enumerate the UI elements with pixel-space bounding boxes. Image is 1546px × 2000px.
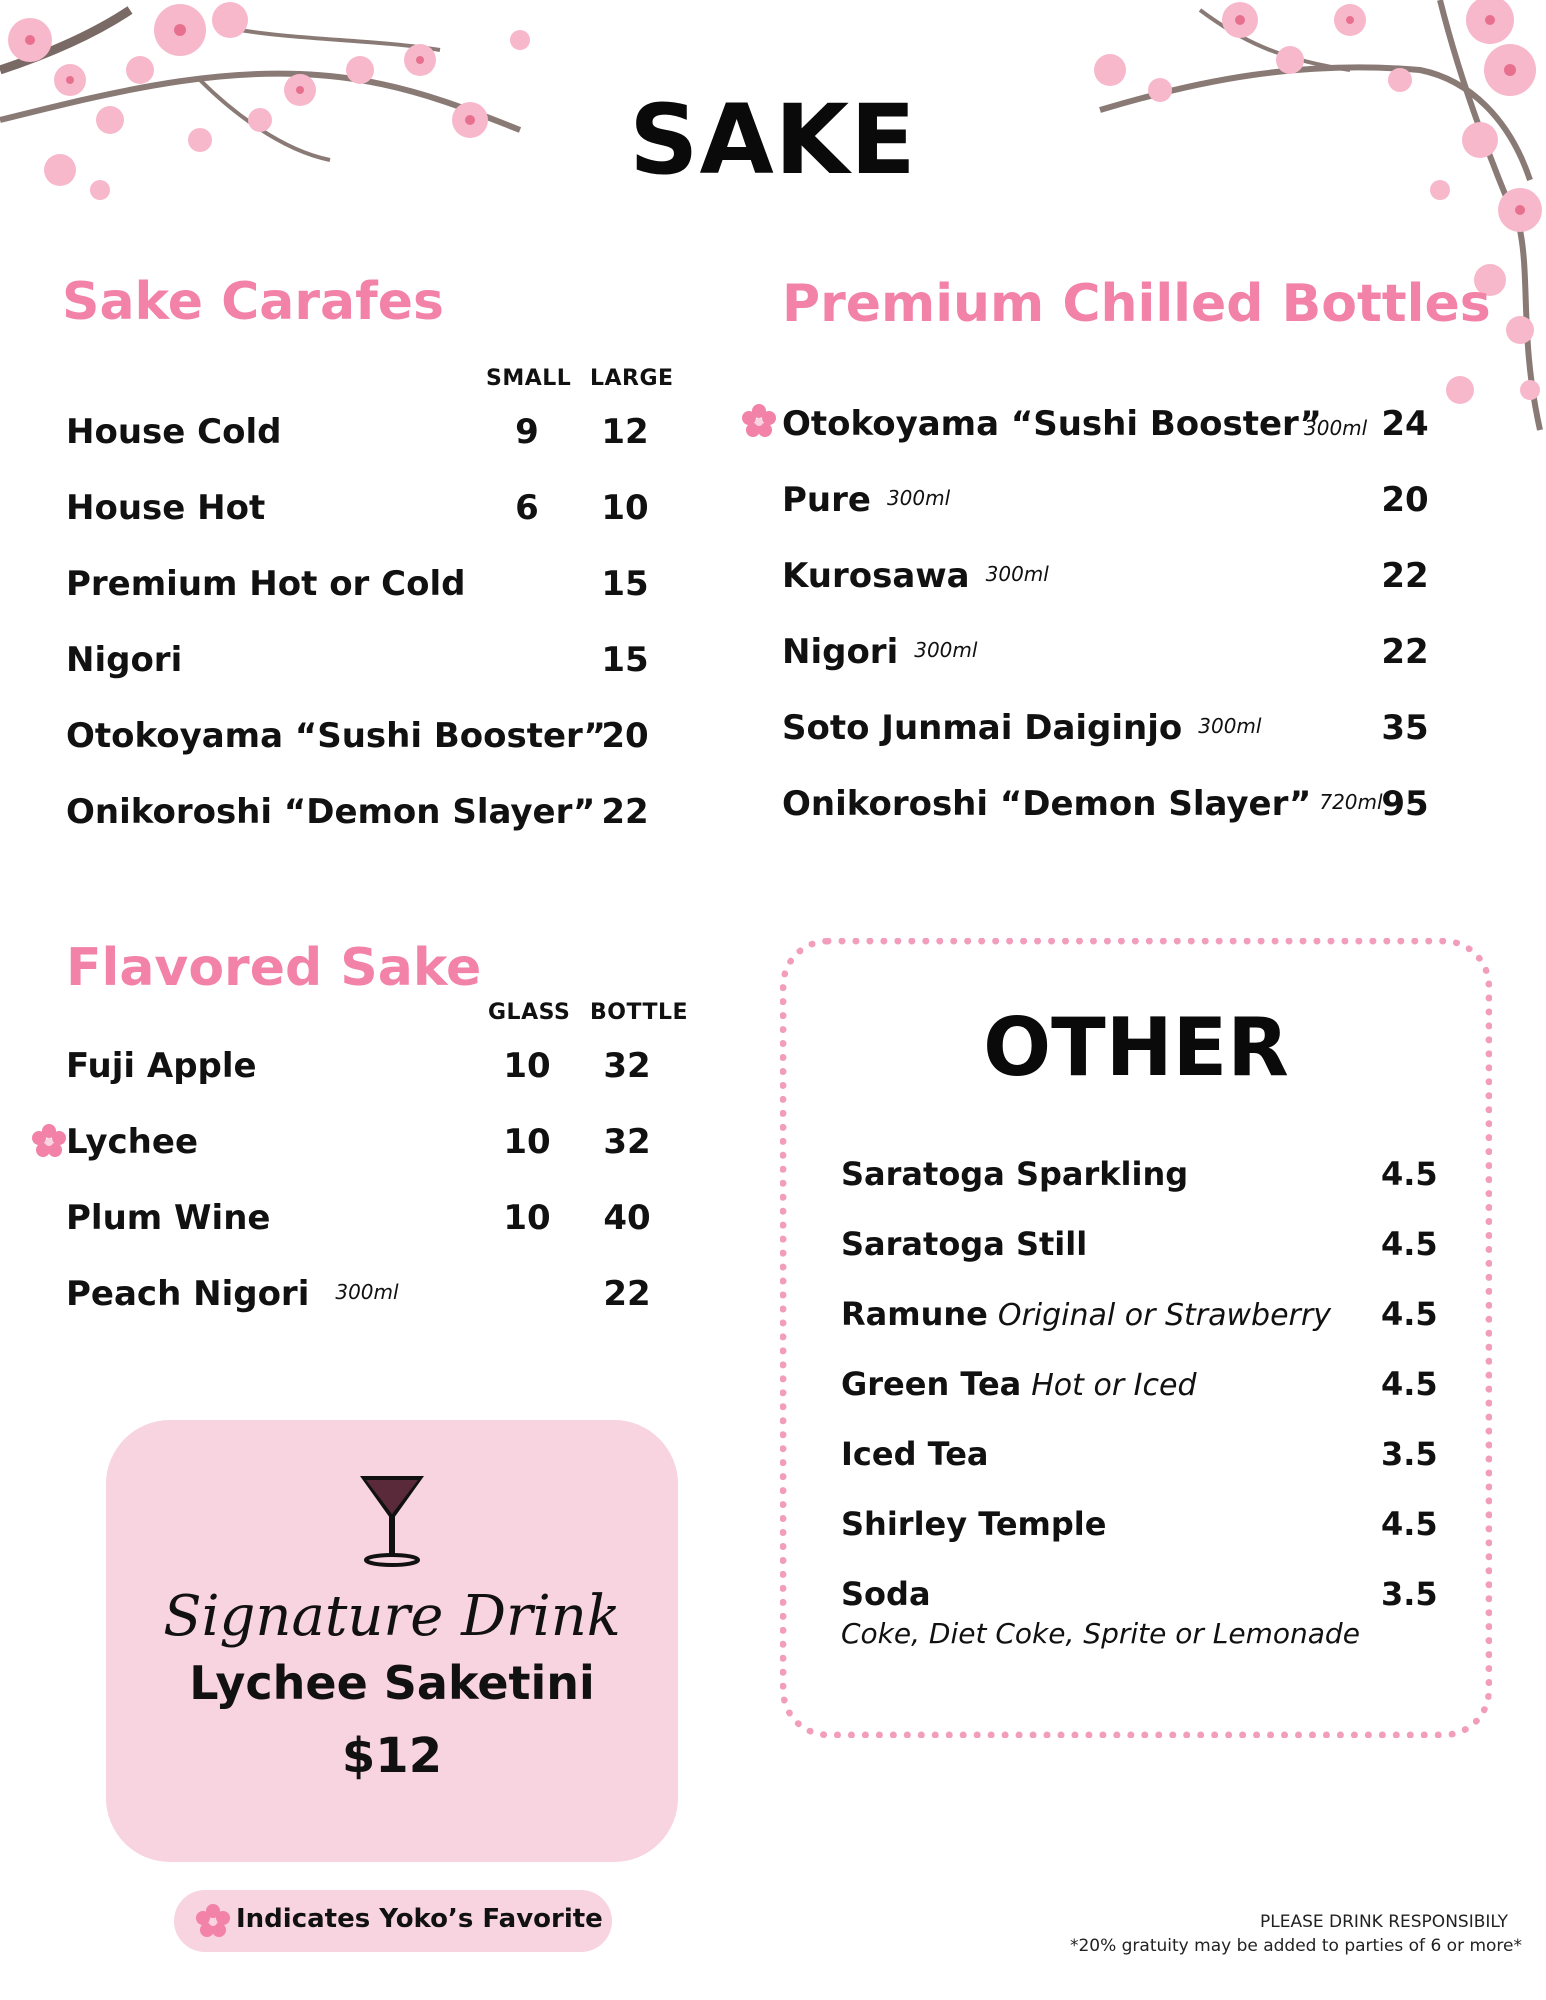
carafe-item-large-price: 12 bbox=[601, 412, 649, 452]
bottles-heading: Premium Chilled Bottles bbox=[782, 274, 1491, 334]
bottle-item-name: Onikoroshi “Demon Slayer” bbox=[782, 784, 1312, 824]
carafe-item-name: Premium Hot or Cold bbox=[66, 564, 466, 604]
bottle-item-name: Otokoyama “Sushi Booster” bbox=[782, 404, 1322, 444]
other-item bbox=[841, 1295, 1331, 1333]
other-item-price: 4.5 bbox=[1381, 1505, 1438, 1543]
other-item-note: Original or Strawberry bbox=[997, 1298, 1331, 1333]
carafe-item-large-price: 15 bbox=[601, 640, 649, 680]
bottle-item bbox=[782, 480, 950, 520]
other-item-price: 3.5 bbox=[1381, 1575, 1438, 1613]
other-item-price: 4.5 bbox=[1381, 1155, 1438, 1193]
other-item-sub: Coke, Diet Coke, Sprite or Lemonade bbox=[841, 1617, 1360, 1650]
other-item-price: 4.5 bbox=[1381, 1295, 1438, 1333]
bottle-item-size: 300ml bbox=[914, 638, 978, 662]
bottle-item-price: 22 bbox=[1381, 556, 1429, 596]
bottle-item-name: Nigori bbox=[782, 632, 899, 672]
bottle-item bbox=[782, 708, 1261, 748]
flavored-col-glass: GLASS bbox=[488, 1000, 571, 1025]
other-item-price: 3.5 bbox=[1381, 1435, 1438, 1473]
bottle-item-name: Soto Junmai Daiginjo bbox=[782, 708, 1183, 748]
other-item bbox=[841, 1435, 989, 1473]
flavored-item-glass-price: 10 bbox=[503, 1198, 551, 1238]
carafe-item-small-price: 9 bbox=[515, 412, 539, 452]
signature-drink-name: Lychee Saketini bbox=[189, 1656, 595, 1710]
carafe-item-name: House Hot bbox=[66, 488, 266, 528]
bottle-item-price: 35 bbox=[1381, 708, 1429, 748]
carafe-item-name: Otokoyama “Sushi Booster” bbox=[66, 716, 606, 756]
other-drinks-box bbox=[780, 938, 1492, 1738]
signature-drink-box bbox=[106, 1420, 678, 1862]
other-item-name: Saratoga Still bbox=[841, 1225, 1088, 1263]
carafes-col-large: LARGE bbox=[590, 366, 674, 391]
flavored-item bbox=[66, 1274, 399, 1314]
bottle-item-price: 22 bbox=[1381, 632, 1429, 672]
signature-drink-price: $12 bbox=[341, 1728, 443, 1784]
other-item-name: Ramune bbox=[841, 1295, 988, 1333]
flavored-item-bottle-price: 32 bbox=[603, 1122, 651, 1162]
footer-responsibly: PLEASE DRINK RESPONSIBILY bbox=[1260, 1912, 1508, 1932]
carafe-item-large-price: 20 bbox=[601, 716, 649, 756]
bottle-item-price: 20 bbox=[1381, 480, 1429, 520]
bottle-item-name: Kurosawa bbox=[782, 556, 970, 596]
flavored-item-size: 300ml bbox=[335, 1280, 399, 1304]
bottle-item bbox=[782, 556, 1049, 596]
favorite-legend-text: Indicates Yoko’s Favorite bbox=[236, 1904, 603, 1934]
other-item-name: Soda bbox=[841, 1575, 931, 1613]
flavored-item-bottle-price: 40 bbox=[603, 1198, 651, 1238]
flavored-item-name: Fuji Apple bbox=[66, 1046, 257, 1086]
flavored-item-bottle-price: 22 bbox=[603, 1274, 651, 1314]
flavored-item-glass-price: 10 bbox=[503, 1046, 551, 1086]
carafe-item-large-price: 15 bbox=[601, 564, 649, 604]
flavored-item-name: Plum Wine bbox=[66, 1198, 271, 1238]
carafes-col-small: SMALL bbox=[486, 366, 572, 391]
other-item bbox=[841, 1575, 931, 1613]
bottle-item-size: 300ml bbox=[1198, 714, 1262, 738]
flavored-item-name: Lychee bbox=[66, 1122, 198, 1162]
signature-script-title: Signature Drink bbox=[163, 1584, 621, 1649]
other-item-name: Shirley Temple bbox=[841, 1505, 1107, 1543]
carafe-item-name: Nigori bbox=[66, 640, 183, 680]
other-item-price: 4.5 bbox=[1381, 1365, 1438, 1403]
other-item-name: Iced Tea bbox=[841, 1435, 989, 1473]
bottle-item-size: 300ml bbox=[886, 486, 951, 510]
bottle-item-size: 300ml bbox=[1304, 416, 1368, 440]
other-item-note: Hot or Iced bbox=[1031, 1368, 1197, 1403]
other-item bbox=[841, 1155, 1188, 1193]
flavored-item-bottle-price: 32 bbox=[603, 1046, 651, 1086]
bottle-item bbox=[782, 404, 1322, 444]
favorite-legend bbox=[174, 1890, 612, 1952]
footer-gratuity: *20% gratuity may be added to parties of 6 or more* bbox=[1069, 1936, 1522, 1956]
bottle-item bbox=[782, 632, 977, 672]
bottle-item-price: 95 bbox=[1381, 784, 1429, 824]
cherry-blossom-branch-right-icon bbox=[1020, 0, 1546, 460]
carafe-item-name: Onikoroshi “Demon Slayer” bbox=[66, 792, 596, 832]
carafe-item-name: House Cold bbox=[66, 412, 282, 452]
page-title: SAKE bbox=[629, 84, 917, 196]
favorite-flower-icon bbox=[32, 1124, 66, 1158]
martini-glass-icon bbox=[356, 1472, 428, 1568]
other-item bbox=[841, 1505, 1106, 1543]
flavored-col-bottle: BOTTLE bbox=[590, 1000, 689, 1025]
favorite-flower-icon bbox=[742, 404, 776, 438]
bottle-item-price: 24 bbox=[1381, 404, 1429, 444]
flavored-item-name: Peach Nigori bbox=[66, 1274, 310, 1314]
carafe-item-large-price: 22 bbox=[601, 792, 649, 832]
other-item-price: 4.5 bbox=[1381, 1225, 1438, 1263]
carafe-item-large-price: 10 bbox=[601, 488, 649, 528]
other-item-name: Saratoga Sparkling bbox=[841, 1155, 1189, 1193]
favorite-flower-icon bbox=[196, 1904, 230, 1938]
flavored-heading: Flavored Sake bbox=[66, 938, 482, 998]
flavored-item-glass-price: 10 bbox=[503, 1122, 551, 1162]
other-heading: OTHER bbox=[983, 1001, 1289, 1094]
other-item bbox=[841, 1365, 1197, 1403]
carafes-heading: Sake Carafes bbox=[62, 272, 444, 332]
bottle-item-size: 300ml bbox=[985, 562, 1049, 586]
other-item bbox=[841, 1225, 1087, 1263]
bottle-item bbox=[782, 784, 1383, 824]
bottle-item-name: Pure bbox=[782, 480, 871, 520]
other-item-name: Green Tea bbox=[841, 1365, 1022, 1403]
bottle-item-size: 720ml bbox=[1319, 790, 1383, 814]
carafe-item-small-price: 6 bbox=[515, 488, 539, 528]
